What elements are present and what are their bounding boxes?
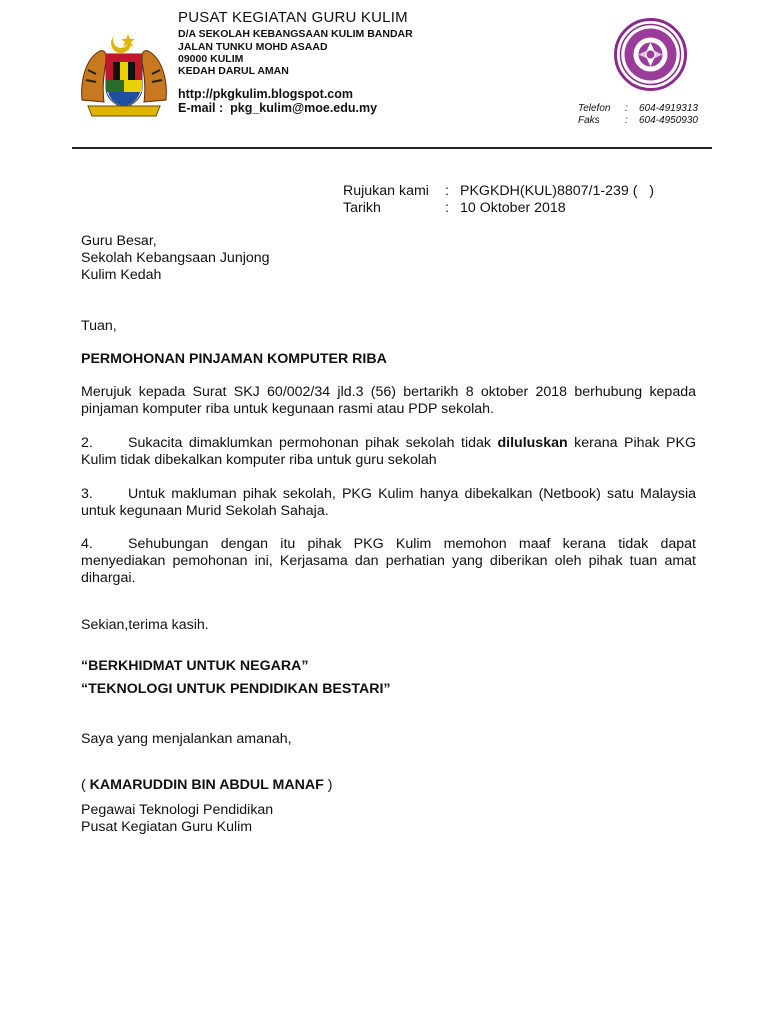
address-line-3: 09000 KULIM: [178, 53, 244, 65]
org-name: PUSAT KEGIATAN GURU KULIM: [178, 9, 408, 26]
paragraph-3-text: Untuk makluman pihak sekolah, PKG Kulim hanya dibekalkan (Netbook) satu Malaysia untuk kegunaan Murid Sekolah Sahaja.: [81, 486, 696, 519]
signatory-open-paren: (: [81, 777, 90, 793]
paragraph-3-number: 3.: [81, 486, 93, 502]
signatory-name: KAMARUDDIN BIN ABDUL MANAF: [89, 777, 324, 793]
date-label: Tarikh: [343, 200, 381, 216]
address-line-4: KEDAH DARUL AMAN: [178, 65, 289, 77]
paragraph-2-text-end: kerana Pihak PKG Kulim tidak dibekalkan komputer riba untuk guru sekolah: [81, 435, 696, 468]
paragraph-2: [81, 435, 696, 469]
email-separator: :: [219, 101, 224, 115]
paragraph-1: Merujuk kepada Surat SKJ 60/002/34 jld.3 (56) bertarikh 8 oktober 2018 berhubung kepada pinjaman komputer riba untuk kegunaan rasmi atau PDP sekolah.: [81, 384, 696, 417]
salutation: Tuan,: [81, 318, 117, 334]
website-link[interactable]: http://pkgkulim.blogspot.com: [178, 87, 353, 101]
phone-separator: :: [625, 103, 628, 114]
pkg-logo: [614, 18, 687, 91]
phone-line: [578, 103, 698, 114]
fax-number: 604-4950930: [639, 115, 698, 126]
motto-1: “BERKHIDMAT UNTUK NEGARA”: [81, 658, 309, 674]
email-line: [178, 101, 377, 115]
paragraph-2-emphasis: diluluskan: [497, 435, 568, 451]
reference-value: PKGKDH(KUL)8807/1-239 ( ): [460, 183, 654, 199]
phone-number: 604-4919313: [639, 103, 698, 114]
paragraph-4: [81, 536, 696, 587]
date-value: 10 Oktober 2018: [460, 200, 566, 216]
motto-2: “TEKNOLOGI UNTUK PENDIDIKAN BESTARI”: [81, 681, 391, 697]
reference-row: [343, 183, 654, 199]
fax-separator: :: [625, 115, 628, 126]
recipient-line-1: Guru Besar,: [81, 233, 157, 249]
reference-label: Rujukan kami: [343, 183, 429, 199]
signatory-name-line: [81, 777, 332, 794]
recipient-line-3: Kulim Kedah: [81, 267, 162, 283]
paragraph-2-text-start: Sukacita dimaklumkan permohonan pihak sekolah tidak: [128, 435, 498, 451]
date-row: [343, 200, 566, 216]
letter-subject: PERMOHONAN PINJAMAN KOMPUTER RIBA: [81, 351, 387, 367]
address-line-1: D/A SEKOLAH KEBANGSAAN KULIM BANDAR: [178, 28, 413, 40]
recipient-line-2: Sekolah Kebangsaan Junjong: [81, 250, 270, 266]
sign-off: Saya yang menjalankan amanah,: [81, 731, 292, 747]
signatory-title: Pegawai Teknologi Pendidikan: [81, 802, 274, 818]
fax-line: [578, 115, 698, 126]
paragraph-2-number: 2.: [81, 435, 93, 451]
email-link[interactable]: pkg_kulim@moe.edu.my: [230, 101, 378, 115]
email-label: E-mail: [178, 101, 216, 115]
signatory-close-paren: ): [323, 777, 333, 793]
phone-label: Telefon: [578, 103, 611, 114]
closing: Sekian,terima kasih.: [81, 617, 209, 633]
coat-of-arms-emblem: [78, 30, 170, 120]
signatory-organization: Pusat Kegiatan Guru Kulim: [81, 819, 253, 835]
paragraph-4-number: 4.: [81, 536, 93, 552]
header-divider: [72, 147, 712, 149]
address-line-2: JALAN TUNKU MOHD ASAAD: [178, 41, 328, 53]
paragraph-3: [81, 486, 696, 520]
fax-label: Faks: [578, 115, 600, 126]
reference-separator: :: [445, 183, 449, 199]
date-separator: :: [445, 200, 449, 216]
paragraph-4-text: Sehubungan dengan itu pihak PKG Kulim memohon maaf kerana tidak dapat menyediakan pemohonan ini, Kerjasama dan perhatian yang diberikan oleh pihak tuan amat dihargai.: [81, 536, 696, 586]
